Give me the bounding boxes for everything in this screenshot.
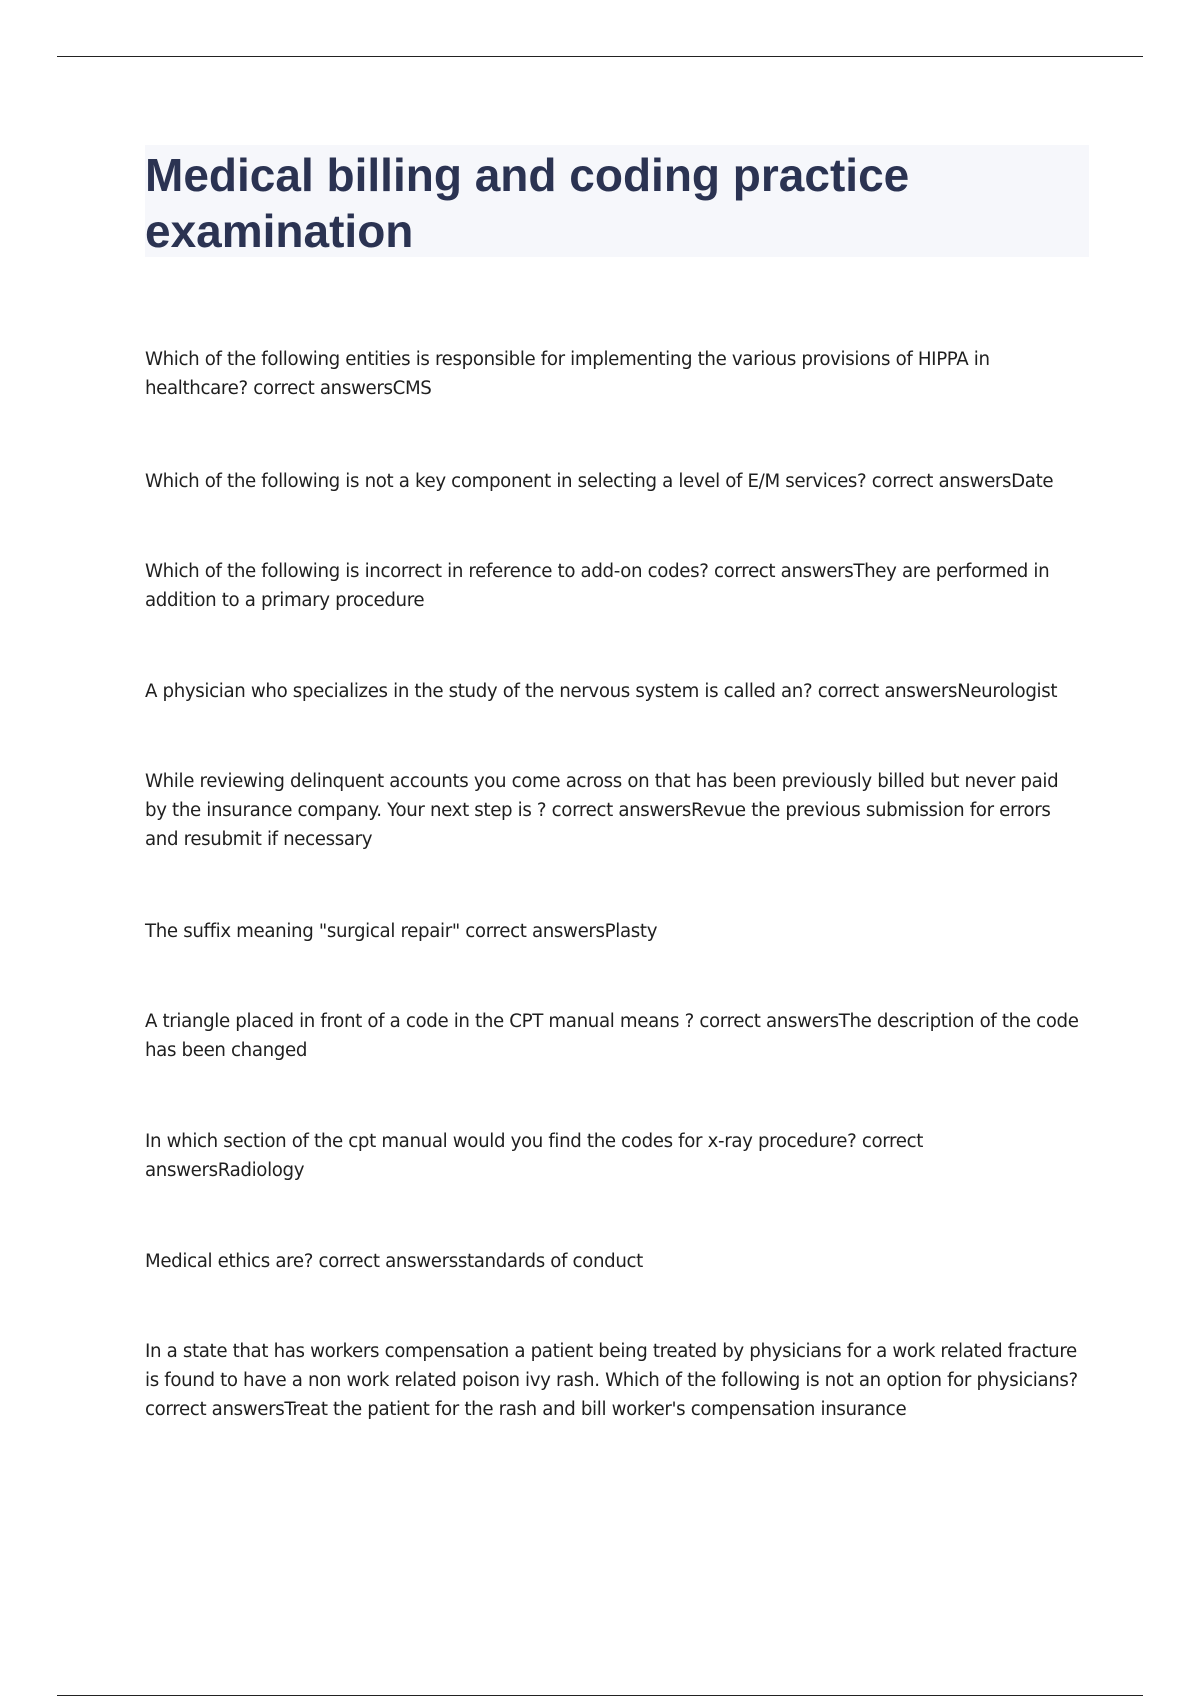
qa-item-5: While reviewing delinquent accounts you come across on that has been previously billed but never paid by the insurance company. Your next step is ? correct answersRevue the previous submission for errors and resubmit if necessary bbox=[145, 771, 1059, 850]
top-divider bbox=[57, 56, 1143, 57]
qa-item-7: A triangle placed in front of a code in the CPT manual means ? correct answersThe description of the code has been changed bbox=[145, 1011, 1079, 1061]
qa-item-6: The suffix meaning "surgical repair" correct answersPlasty bbox=[145, 921, 658, 942]
qa-item-1: Which of the following entities is responsible for implementing the various provisions of HIPPA in healthcare? correct answersCMS bbox=[145, 349, 990, 399]
qa-item-4: A physician who specializes in the study of the nervous system is called an? correct answersNeurologist bbox=[145, 681, 1058, 702]
qa-item-9: Medical ethics are? correct answersstandards of conduct bbox=[145, 1251, 643, 1272]
bottom-divider bbox=[57, 1695, 1143, 1696]
qa-item-10: In a state that has workers compensation a patient being treated by physicians for a work related fracture is found to have a non work related poison ivy rash. Which of the following is not an option for physicians? correct answersTreat the patient for the rash and bill worker's compensation insurance bbox=[145, 1341, 1078, 1420]
qa-item-2: Which of the following is not a key component in selecting a level of E/M services? correct answersDate bbox=[145, 471, 1054, 492]
qa-item-8: In which section of the cpt manual would you find the codes for x-ray procedure? correct answersRadiology bbox=[145, 1131, 924, 1181]
title-banner bbox=[145, 145, 1089, 257]
qa-item-3: Which of the following is incorrect in reference to add-on codes? correct answersThey are performed in addition to a primary procedure bbox=[145, 561, 1050, 611]
page-title: Medical billing and coding practice examination bbox=[145, 149, 910, 257]
